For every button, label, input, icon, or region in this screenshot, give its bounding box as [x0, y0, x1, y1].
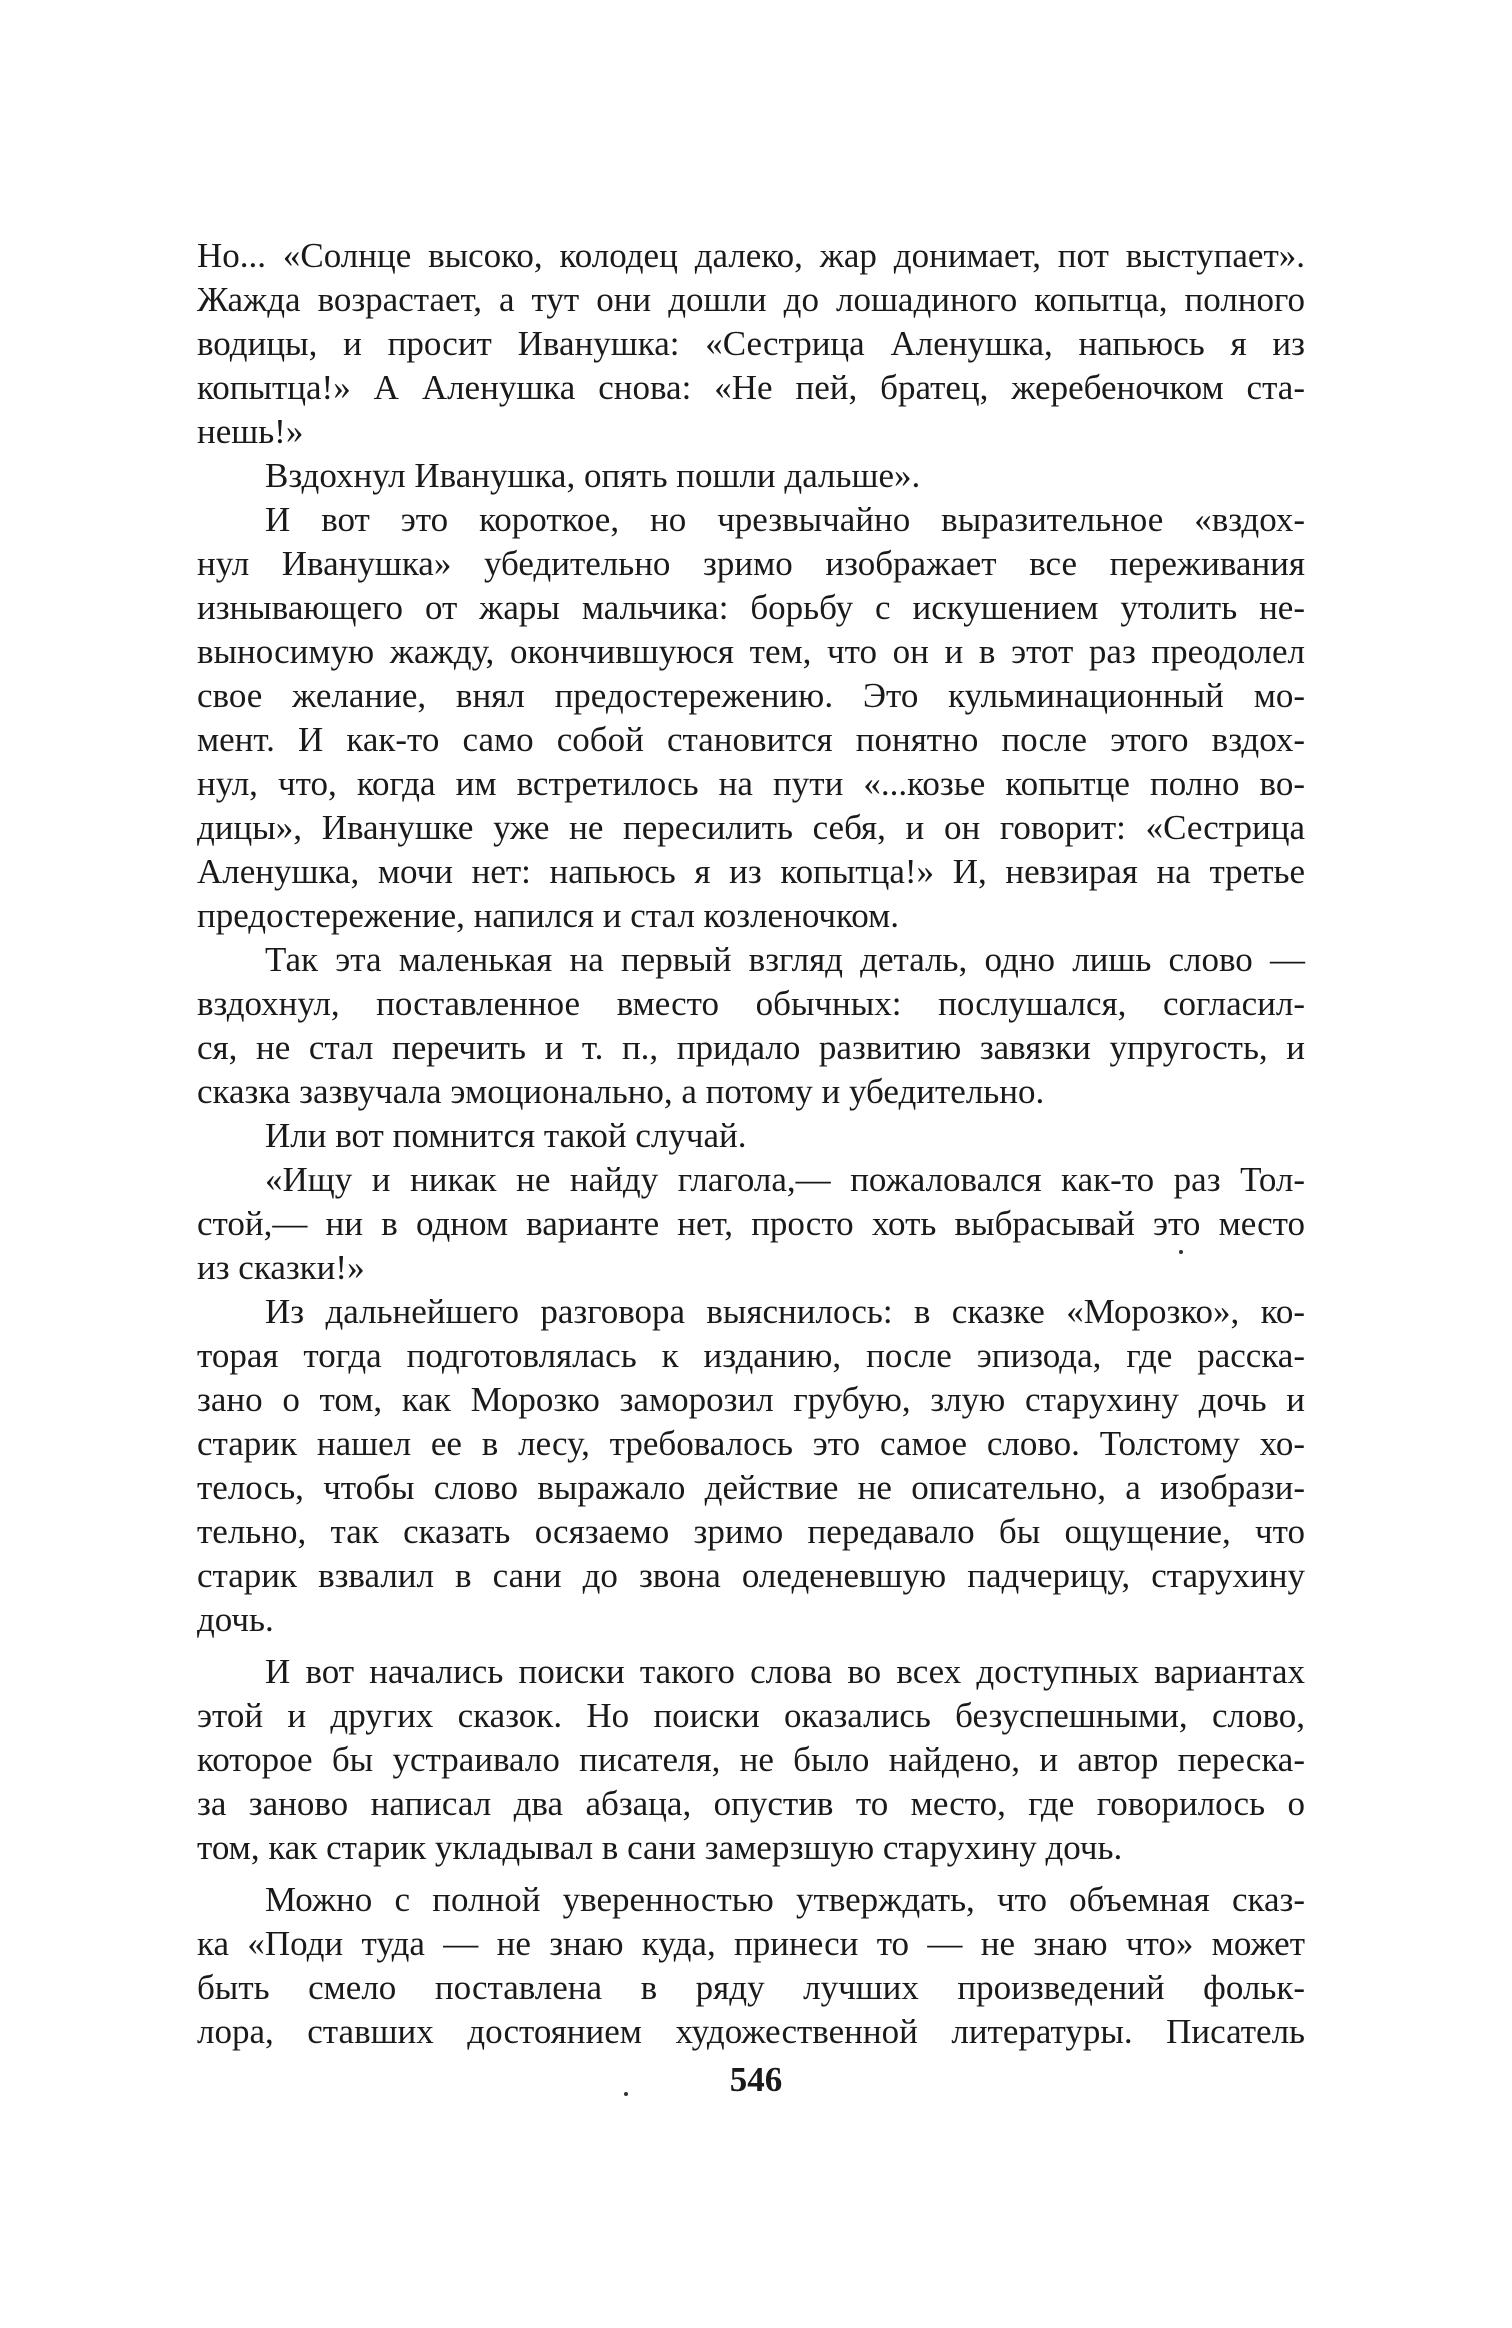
text-line-9: изнывающего от жары мальчика: борьбу с искушением утолить не- — [197, 588, 1305, 627]
text-line-8: нул Иванушка» убедительно зримо изображает все переживания — [197, 544, 1305, 583]
print-speck — [1179, 1250, 1183, 1254]
text-line-22: «Ищу и никак не найду глагола,— пожаловался как-то раз Тол- — [265, 1160, 1305, 1199]
text-line-36: за заново написал два абзаца, опустив то место, где говорилось о — [197, 1784, 1305, 1823]
text-line-23: стой,— ни в одном варианте нет, просто хоть выбрасывай это место — [197, 1204, 1305, 1243]
text-line-27: зано о том, как Морозко заморозил грубую, злую старухину дочь и — [197, 1380, 1305, 1419]
text-line-32: дочь. — [197, 1600, 274, 1639]
text-line-6: Вздохнул Иванушка, опять пошли дальше». — [265, 456, 921, 495]
text-line-39: ка «Поди туда — не знаю куда, принеси то — не знаю что» может — [197, 1924, 1305, 1963]
text-line-12: мент. И как-то само собой становится понятно после этого вздох- — [197, 720, 1305, 759]
text-line-31: старик взвалил в сани до звона оледеневшую падчерицу, старухину — [197, 1556, 1305, 1595]
text-line-14: дицы», Иванушке уже не пересилить себя, и он говорит: «Сестрица — [197, 808, 1305, 847]
text-line-34: этой и других сказок. Но поиски оказались безуспешными, слово, — [197, 1696, 1305, 1735]
text-line-20: сказка зазвучала эмоционально, а потому и убедительно. — [197, 1072, 1045, 1111]
page-number: 546 — [729, 2060, 783, 2099]
text-line-10: выносимую жажду, окончившуюся тем, что он и в этот раз преодолел — [197, 632, 1305, 671]
text-line-18: вздохнул, поставленное вместо обычных: послушался, согласил- — [197, 984, 1305, 1023]
text-line-40: быть смело поставлена в ряду лучших произведений фольк- — [197, 1968, 1305, 2007]
text-line-13: нул, что, когда им встретилось на пути «...козье копытце полно во- — [197, 764, 1305, 803]
text-line-28: старик нашел ее в лесу, требовалось это самое слово. Толстому хо- — [197, 1424, 1305, 1463]
text-line-4: копытца!» А Аленушка снова: «Не пей, братец, жеребеночком ста- — [197, 368, 1305, 407]
text-line-17: Так эта маленькая на первый взгляд деталь, одно лишь слово — — [265, 940, 1305, 979]
text-line-11: свое желание, внял предостережению. Это кульминационный мо- — [197, 676, 1305, 715]
text-line-30: тельно, так сказать осязаемо зримо передавало бы ощущение, что — [197, 1512, 1305, 1551]
text-line-37: том, как старик укладывал в сани замерзшую старухину дочь. — [197, 1828, 1123, 1867]
text-line-19: ся, не стал перечить и т. п., придало развитию завязки упругость, и — [197, 1028, 1305, 1067]
print-speck — [624, 2092, 628, 2096]
text-line-38: Можно с полной уверенностью утверждать, что объемная сказ- — [265, 1880, 1305, 1919]
text-line-35: которое бы устраивало писателя, не было найдено, и автор переска- — [197, 1740, 1305, 1779]
text-line-2: Жажда возрастает, а тут они дошли до лошадиного копытца, полного — [197, 280, 1305, 319]
text-line-21: Или вот помнится такой случай. — [265, 1116, 747, 1155]
text-line-1: Но... «Солнце высоко, колодец далеко, жар донимает, пот выступает». — [197, 236, 1305, 275]
text-line-26: торая тогда подготовлялась к изданию, после эпизода, где расска- — [197, 1336, 1305, 1375]
text-line-29: телось, чтобы слово выражало действие не описательно, а изобрази- — [197, 1468, 1305, 1507]
text-line-33: И вот начались поиски такого слова во всех доступных вариантах — [265, 1652, 1305, 1691]
text-line-3: водицы, и просит Иванушка: «Сестрица Аленушка, напьюсь я из — [197, 324, 1305, 363]
text-line-16: предостережение, напился и стал козленочком. — [197, 896, 899, 935]
text-line-24: из сказки!» — [197, 1248, 365, 1287]
text-line-15: Аленушка, мочи нет: напьюсь я из копытца!» И, невзирая на третье — [197, 852, 1305, 891]
text-line-41: лора, ставших достоянием художественной литературы. Писатель — [197, 2012, 1305, 2051]
text-line-5: нешь!» — [197, 412, 304, 451]
text-line-7: И вот это короткое, но чрезвычайно выразительное «вздох- — [265, 500, 1305, 539]
text-line-25: Из дальнейшего разговора выяснилось: в сказке «Морозко», ко- — [265, 1292, 1305, 1331]
